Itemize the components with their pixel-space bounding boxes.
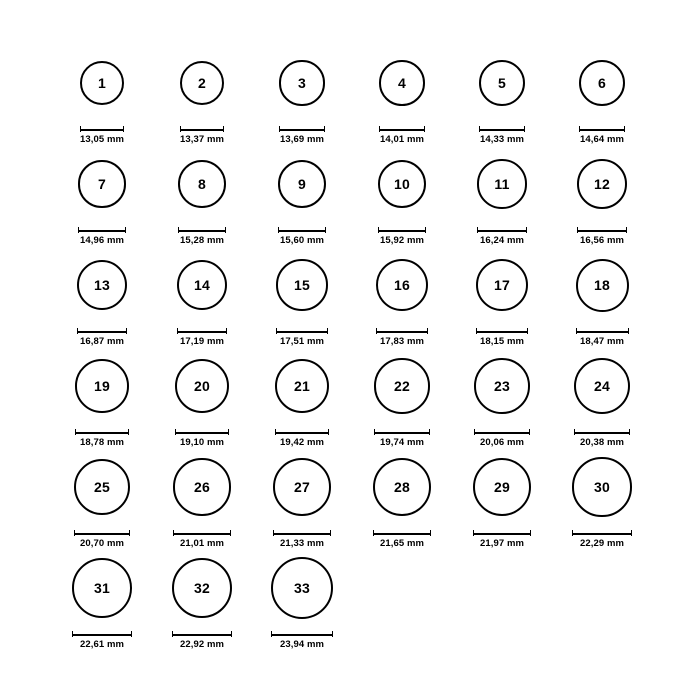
ring-measure [576,328,629,347]
ring-measure [77,328,127,347]
ring-circle [574,358,630,414]
ring-size-number: 4 [398,75,406,91]
ring-circle [373,458,431,516]
ring-wrap [178,145,226,223]
ring-wrap [271,549,333,627]
ring-circle [278,160,326,208]
diameter-bar-icon [178,227,226,233]
ring-size-number: 11 [494,175,510,192]
diameter-bar-icon [75,429,129,435]
ring-circle [172,558,232,618]
ring-cell [452,246,552,347]
ring-wrap [72,549,132,627]
ring-circle [75,359,129,413]
ring-diameter-label: 20,06 mm [479,437,525,448]
diameter-bar-icon [479,126,525,132]
ring-measure [476,328,528,347]
ring-measure [271,631,333,650]
ring-measure [72,631,132,650]
ring-cell [52,448,152,549]
ring-measure [78,227,125,246]
diameter-bar-icon [477,227,526,233]
ring-measure [275,429,330,448]
ring-circle [271,557,333,619]
ring-circle [473,458,532,517]
ring-size-number: 25 [94,479,110,495]
ring-wrap [75,347,129,425]
ring-circle [77,260,127,310]
ring-wrap [579,44,626,122]
ring-measure [180,126,225,145]
ring-wrap [80,44,124,122]
ring-cell [552,347,652,448]
ring-circle [74,459,131,516]
ring-measure [276,328,327,347]
ring-wrap [473,448,532,526]
ring-size-number: 17 [494,276,510,293]
ring-diameter-label: 13,37 mm [179,134,225,145]
ring-circle [173,458,230,515]
ring-size-number: 31 [94,579,110,596]
ring-size-number: 27 [294,479,310,495]
ring-measure [279,126,324,145]
diameter-bar-icon [473,530,532,536]
ring-size-number: 20 [194,378,210,394]
ring-size-number: 6 [598,75,606,91]
diameter-bar-icon [275,429,330,435]
ring-cell [152,44,252,145]
ring-diameter-label: 15,92 mm [379,235,425,246]
ring-diameter-label: 19,10 mm [179,437,225,448]
ring-measure [278,227,326,246]
ring-circle [180,61,225,106]
ring-cell [352,246,452,347]
ring-cell [52,145,152,246]
diameter-bar-icon [378,227,427,233]
diameter-bar-icon [278,227,326,233]
ring-wrap [275,347,330,425]
diameter-bar-icon [271,631,333,637]
ring-wrap [577,145,627,223]
ring-wrap [376,246,428,324]
diameter-bar-icon [175,429,229,435]
diameter-bar-icon [80,126,124,132]
ring-circle [178,160,226,208]
ring-wrap [276,246,327,324]
ring-cell [252,44,352,145]
ring-diameter-label: 22,29 mm [579,538,625,549]
diameter-bar-icon [273,530,331,536]
ring-measure [173,530,230,549]
ring-cell [552,448,652,549]
ring-circle [276,259,327,310]
ring-cell [252,347,352,448]
ring-size-number: 2 [198,75,206,91]
ring-size-number: 3 [298,75,306,91]
ring-diameter-label: 20,70 mm [79,538,125,549]
ring-circle [279,60,324,105]
ring-size-number: 18 [594,277,610,293]
ring-circle [577,159,627,209]
ring-circle [474,358,530,414]
ring-diameter-label: 18,47 mm [579,336,625,347]
ring-diameter-label: 15,28 mm [179,235,225,246]
ring-measure [379,126,425,145]
diameter-bar-icon [474,429,530,435]
ring-size-number: 23 [494,378,510,394]
ring-wrap [373,448,431,526]
ring-measure [178,227,226,246]
ring-size-number: 33 [294,580,310,596]
ring-wrap [379,44,425,122]
ring-measure [74,530,131,549]
ring-measure [175,429,229,448]
diameter-bar-icon [177,328,228,334]
ring-cell [452,44,552,145]
ring-measure [374,429,429,448]
diameter-bar-icon [379,126,425,132]
ring-cell [352,44,452,145]
ring-size-number: 9 [298,176,306,192]
ring-size-number: 21 [294,378,310,394]
ring-cell [152,145,252,246]
ring-size-number: 16 [394,276,410,293]
ring-wrap [279,44,324,122]
ring-measure [378,227,427,246]
ring-measure [577,227,627,246]
ring-diameter-label: 14,96 mm [79,235,125,246]
ring-cell [552,44,652,145]
ring-diameter-label: 21,97 mm [479,538,525,549]
ring-circle [579,60,626,107]
ring-measure [479,126,525,145]
ring-diameter-label: 17,83 mm [379,336,425,347]
diameter-bar-icon [78,227,125,233]
ring-diameter-label: 23,94 mm [279,639,325,650]
ring-cell [52,549,152,650]
ring-diameter-label: 19,42 mm [279,437,325,448]
ring-measure [172,631,232,650]
ring-cell [252,246,352,347]
ring-cell [252,448,352,549]
ring-wrap [77,246,127,324]
ring-wrap [177,246,228,324]
ring-size-number: 24 [594,378,610,394]
ring-wrap [278,145,326,223]
ring-cell [252,145,352,246]
ring-diameter-label: 13,69 mm [279,134,325,145]
ring-diameter-label: 16,24 mm [479,235,525,246]
ring-size-number: 1 [98,75,106,91]
ring-size-grid [52,44,652,650]
ring-wrap [175,347,229,425]
ring-wrap [74,448,131,526]
ring-diameter-label: 13,05 mm [79,134,125,145]
ring-cell [352,448,452,549]
ring-cell [52,347,152,448]
ring-circle [78,160,125,207]
diameter-bar-icon [180,126,225,132]
ring-wrap [78,145,125,223]
diameter-bar-icon [72,631,132,637]
ring-diameter-label: 14,64 mm [579,134,625,145]
ring-diameter-label: 22,92 mm [179,639,225,650]
ring-circle [476,259,528,311]
ring-diameter-label: 18,78 mm [79,437,125,448]
ring-wrap [474,347,530,425]
ring-diameter-label: 21,65 mm [379,538,425,549]
ring-size-number: 30 [594,478,610,495]
ring-size-number: 14 [194,276,210,293]
diameter-bar-icon [74,530,131,536]
ring-wrap [172,549,232,627]
ring-circle [175,359,229,413]
ring-circle [378,160,427,209]
ring-measure [477,227,526,246]
ring-circle [576,259,629,312]
diameter-bar-icon [576,328,629,334]
ring-cell [452,448,552,549]
ring-circle [374,358,429,413]
ring-measure [579,126,626,145]
ring-cell [352,347,452,448]
ring-circle [477,159,526,208]
ring-wrap [378,145,427,223]
ring-measure [75,429,129,448]
diameter-bar-icon [279,126,324,132]
ring-size-number: 15 [294,276,310,293]
ring-diameter-label: 16,56 mm [579,235,625,246]
ring-cell [52,44,152,145]
ring-circle [479,60,525,106]
ring-measure [474,429,530,448]
ring-cell [252,549,352,650]
ring-size-number: 29 [494,479,510,495]
ring-size-number: 26 [194,479,210,495]
ring-cell [452,145,552,246]
ring-cell [52,246,152,347]
ring-size-number: 32 [194,579,210,596]
ring-diameter-label: 17,51 mm [279,336,325,347]
ring-diameter-label: 20,38 mm [579,437,625,448]
ring-circle [177,260,228,311]
diameter-bar-icon [579,126,626,132]
ring-cell [452,347,552,448]
ring-measure [572,530,631,549]
ring-circle [572,457,631,516]
ring-wrap [476,246,528,324]
ring-cell [152,246,252,347]
ring-size-number: 8 [198,176,206,192]
ring-cell [152,549,252,650]
ring-circle [376,259,428,311]
ring-wrap [180,44,225,122]
ring-size-number: 5 [498,75,506,91]
ring-cell [152,448,252,549]
diameter-bar-icon [373,530,431,536]
ring-measure [80,126,124,145]
ring-cell [552,246,652,347]
ring-cell [152,347,252,448]
ring-measure [574,429,630,448]
ring-circle [72,558,132,618]
ring-diameter-label: 21,01 mm [179,538,225,549]
ring-size-number: 28 [394,479,410,495]
ring-size-number: 12 [594,175,610,192]
ring-size-number: 10 [394,176,410,192]
ring-diameter-label: 17,19 mm [179,336,225,347]
diameter-bar-icon [574,429,630,435]
ring-circle [379,60,425,106]
diameter-bar-icon [374,429,429,435]
diameter-bar-icon [77,328,127,334]
ring-size-number: 7 [98,176,106,192]
ring-measure [177,328,228,347]
ring-wrap [576,246,629,324]
ring-cell [552,145,652,246]
ring-diameter-label: 22,61 mm [79,639,125,650]
ring-measure [373,530,431,549]
ring-circle [275,359,330,414]
diameter-bar-icon [376,328,428,334]
ring-circle [273,458,331,516]
ring-wrap [273,448,331,526]
ring-wrap [479,44,525,122]
ring-diameter-label: 21,33 mm [279,538,325,549]
diameter-bar-icon [577,227,627,233]
ring-diameter-label: 18,15 mm [479,336,525,347]
ring-wrap [477,145,526,223]
ring-diameter-label: 19,74 mm [379,437,425,448]
ring-size-number: 19 [94,378,110,394]
ring-measure [273,530,331,549]
ring-wrap [572,448,631,526]
ring-wrap [574,347,630,425]
ring-measure [376,328,428,347]
ring-circle [80,61,124,105]
diameter-bar-icon [172,631,232,637]
ring-diameter-label: 14,01 mm [379,134,425,145]
ring-diameter-label: 15,60 mm [279,235,325,246]
ring-cell [352,145,452,246]
ring-wrap [173,448,230,526]
ring-diameter-label: 16,87 mm [79,336,125,347]
ring-wrap [374,347,429,425]
ring-diameter-label: 14,33 mm [479,134,525,145]
diameter-bar-icon [276,328,327,334]
ring-size-number: 22 [394,378,410,394]
diameter-bar-icon [476,328,528,334]
diameter-bar-icon [572,530,631,536]
diameter-bar-icon [173,530,230,536]
ring-size-number: 13 [94,276,110,293]
ring-measure [473,530,532,549]
